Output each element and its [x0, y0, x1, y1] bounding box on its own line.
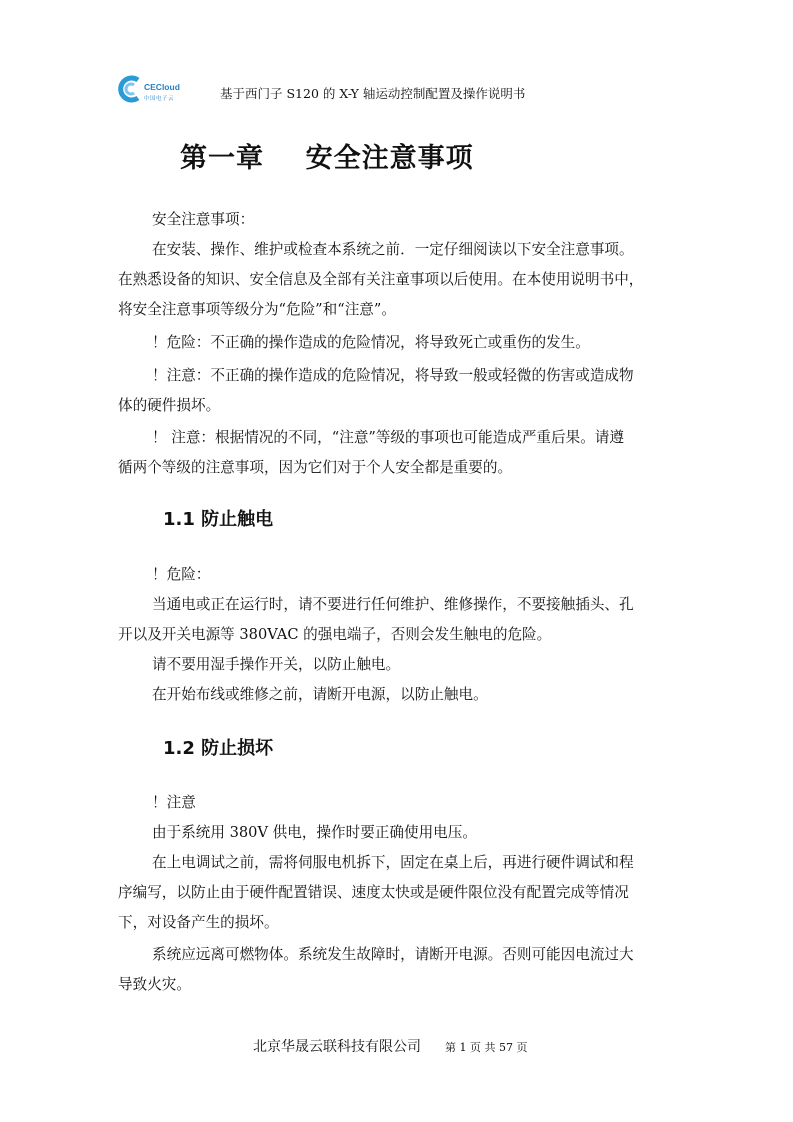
- section1-paragraph-line: 请不要用湿手操作开关，以防止触电。: [152, 656, 401, 673]
- intro-paragraph-line: 在安装、操作、维护或检查本系统之前．一定仔细阅读以下安全注意事项。: [152, 241, 634, 258]
- chapter-title: 第一章 安全注意事项: [180, 143, 474, 174]
- note-paragraph-line: ！ 注意：根据情况的不同，“注意”等级的事项也可能造成严重后果。请遵: [152, 429, 624, 446]
- document-header-title: 基于西门子 S120 的 X-Y 轴运动控制配置及操作说明书: [220, 86, 526, 101]
- section1-paragraph-line: 当通电或正在运行时，请不要进行任何维护、维修操作，不要接触插头、孔: [152, 596, 634, 613]
- page-number: 第 1 页 共 57 页: [445, 1041, 528, 1054]
- section2-paragraph-line: 在上电调试之前，需将伺服电机拆下，固定在桌上后，再进行硬件调试和程: [152, 854, 634, 871]
- section2-paragraph-line: 由于系统用 380V 供电，操作时要正确使用电压。: [152, 824, 477, 841]
- section1-danger-label: ！危险：: [152, 566, 211, 583]
- intro-paragraph-line: 在熟悉设备的知识、安全信息及全部有关注童事项以后使用。在本使用说明书中，: [118, 271, 644, 288]
- section2-paragraph-line: 序编写，以防止由于硬件配置错误、速度太快或是硬件限位没有配置完成等情况: [118, 884, 629, 901]
- logo-subtext: 中国电子云: [144, 96, 175, 102]
- caution-definition-line: ！注意：不正确的操作造成的危险情况，将导致一般或轻微的伤害或造成物: [152, 367, 634, 384]
- section2-paragraph-line: 系统应远离可燃物体。系统发生故障时，请断开电源。否则可能因电流过大: [152, 946, 634, 963]
- section1-paragraph-line: 开以及开关电源等 380VAC 的强电端子，否则会发生触电的危险。: [118, 626, 552, 643]
- section-heading-1-1: 1.1 防止触电: [163, 509, 274, 530]
- page-header: [118, 70, 678, 110]
- cecloud-logo: [118, 74, 188, 108]
- section-heading-1-2: 1.2 防止损坏: [163, 738, 274, 759]
- footer-company: 北京华晟云联科技有限公司: [253, 1039, 421, 1055]
- page-footer: [253, 1036, 527, 1056]
- section2-paragraph-line: 下，对设备产生的损坏。: [118, 914, 279, 931]
- section2-paragraph-line: 导致火灾。: [118, 976, 191, 993]
- note-paragraph-line: 循两个等级的注意事项，因为它们对于个人安全都是重要的。: [118, 459, 513, 476]
- cecloud-logo-icon: [118, 74, 144, 104]
- section1-paragraph-line: 在开始布线或维修之前，请断开电源，以防止触电。: [152, 686, 488, 703]
- caution-definition-line: 体的硬件损坏。: [118, 397, 221, 414]
- logo-text: CECloud: [144, 82, 180, 92]
- intro-paragraph-line: 将安全注意事项等级分为“危险”和“注意”。: [118, 301, 396, 318]
- intro-heading: 安全注意事项：: [152, 211, 255, 228]
- danger-definition: ！危险：不正确的操作造成的危险情况，将导致死亡或重伤的发生。: [152, 334, 590, 351]
- section2-caution-label: ！注意: [152, 794, 196, 811]
